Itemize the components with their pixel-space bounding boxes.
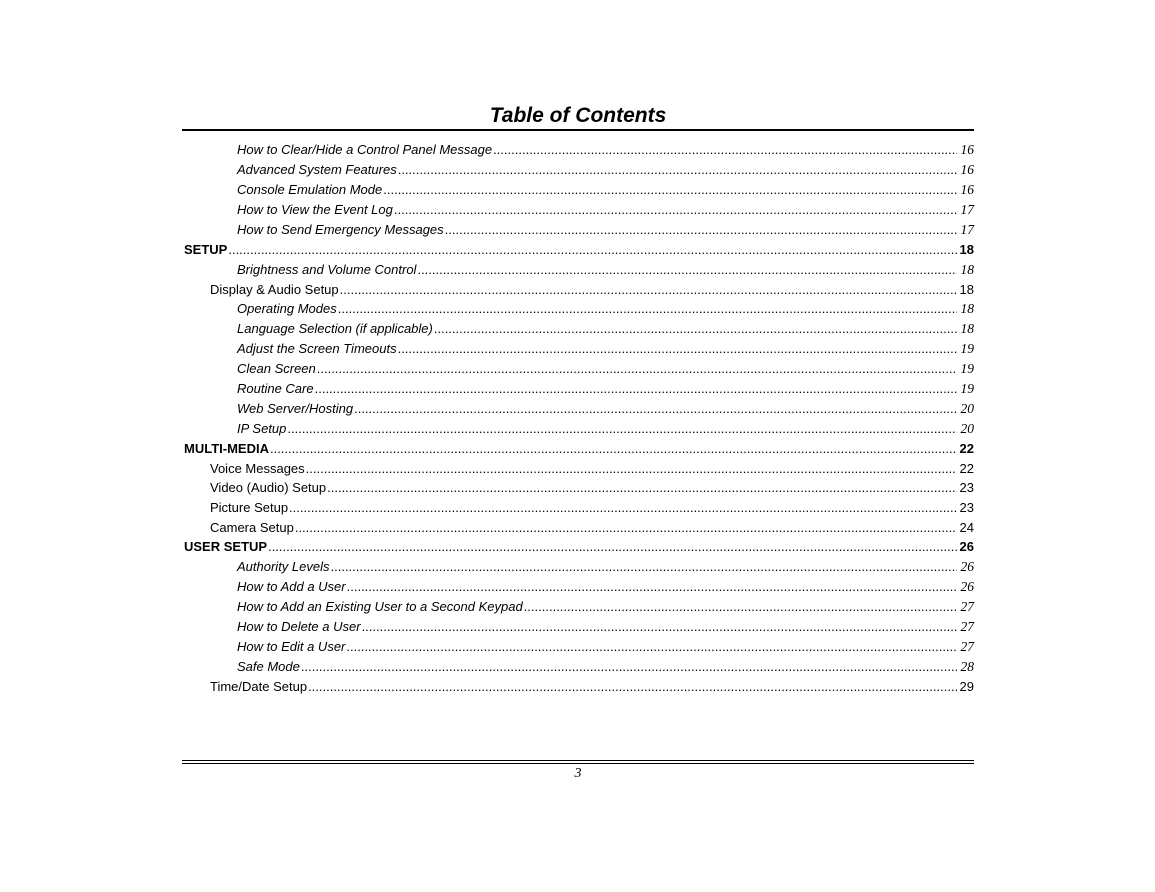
toc-entry-label: How to Edit a User	[237, 638, 346, 654]
toc-entry-page: 26	[960, 578, 974, 594]
toc-entry-page: 18	[959, 281, 974, 297]
toc-entry-page: 18	[960, 301, 974, 317]
toc-entry-page: 28	[960, 658, 974, 674]
toc-entry-page: 18	[960, 321, 974, 337]
dot-leader	[306, 459, 957, 479]
toc-entry-label: Web Server/Hosting	[237, 401, 354, 417]
dot-leader	[493, 140, 957, 160]
dot-leader	[338, 299, 957, 319]
toc-entry[interactable]	[182, 478, 974, 498]
dot-leader	[524, 597, 957, 617]
toc-entry-label: How to Delete a User	[237, 618, 361, 634]
dot-leader	[347, 577, 957, 597]
toc-entry-label: SETUP	[184, 242, 228, 257]
toc-entry[interactable]	[182, 537, 974, 557]
dot-leader	[270, 439, 957, 459]
toc-entry[interactable]	[182, 518, 974, 538]
toc-entry[interactable]	[182, 577, 974, 597]
toc-entry-label: How to View the Event Log	[237, 202, 393, 217]
toc-entry-label: Picture Setup	[210, 499, 289, 515]
dot-leader	[434, 319, 957, 339]
dot-leader	[331, 557, 958, 577]
dot-leader	[445, 220, 957, 240]
toc-entry-page: 27	[960, 598, 974, 614]
toc-entry-label: Routine Care	[237, 381, 314, 397]
toc-entry-page: 26	[960, 558, 974, 574]
toc-entry-label: Operating Modes	[237, 301, 337, 317]
dot-leader	[417, 260, 957, 280]
toc-entry-label: Advanced System Features	[237, 162, 397, 177]
dot-leader	[398, 339, 957, 359]
toc-entry[interactable]	[182, 439, 974, 459]
toc-list	[182, 140, 974, 696]
toc-entry-label: Console Emulation Mode	[237, 182, 383, 197]
dot-leader	[346, 637, 957, 657]
dot-leader	[354, 399, 957, 419]
toc-entry[interactable]	[182, 339, 974, 359]
toc-entry[interactable]	[182, 498, 974, 518]
toc-entry[interactable]	[182, 299, 974, 319]
toc-entry[interactable]	[182, 379, 974, 399]
toc-entry-page: 26	[959, 539, 974, 555]
toc-entry[interactable]	[182, 240, 974, 260]
toc-entry[interactable]	[182, 200, 974, 220]
dot-leader	[362, 617, 957, 637]
toc-entry-page: 22	[959, 460, 974, 476]
toc-entry[interactable]	[182, 359, 974, 379]
toc-entry[interactable]	[182, 399, 974, 419]
dot-leader	[317, 359, 957, 379]
toc-entry-label: How to Send Emergency Messages	[237, 222, 444, 237]
toc-entry-page: 24	[959, 519, 974, 535]
dot-leader	[228, 240, 957, 260]
toc-entry[interactable]	[182, 657, 974, 677]
toc-entry-label: Language Selection (if applicable)	[237, 321, 433, 337]
toc-entry[interactable]	[182, 140, 974, 160]
toc-entry-page: 19	[960, 381, 974, 397]
toc-entry-label: Authority Levels	[237, 558, 330, 574]
toc-entry-page: 27	[960, 618, 974, 634]
dot-leader	[327, 478, 957, 498]
toc-entry[interactable]	[182, 419, 974, 439]
dot-leader	[289, 498, 957, 518]
toc-entry-label: How to Clear/Hide a Control Panel Message	[237, 142, 493, 157]
toc-entry-label: USER SETUP	[184, 539, 268, 555]
dot-leader	[398, 160, 957, 180]
dot-leader	[295, 518, 957, 538]
toc-entry-page: 16	[960, 182, 974, 197]
toc-entry[interactable]	[182, 557, 974, 577]
dot-leader	[301, 657, 957, 677]
toc-entry[interactable]	[182, 260, 974, 280]
toc-entry-page: 19	[960, 361, 974, 377]
page-number: 3	[574, 766, 582, 781]
toc-entry-page: 18	[960, 261, 974, 277]
toc-entry-label: How to Add a User	[237, 578, 346, 594]
dot-leader	[340, 280, 957, 300]
toc-entry[interactable]	[182, 597, 974, 617]
toc-entry-label: Clean Screen	[237, 361, 316, 377]
toc-entry[interactable]	[182, 160, 974, 180]
toc-entry[interactable]	[182, 677, 974, 697]
toc-entry-label: Safe Mode	[237, 658, 300, 674]
title-rule	[182, 129, 974, 131]
toc-entry-page: 17	[960, 202, 974, 217]
toc-entry[interactable]	[182, 617, 974, 637]
toc-entry-page: 23	[959, 480, 974, 496]
toc-entry-page: 29	[959, 678, 974, 694]
toc-entry-page: 22	[959, 441, 974, 457]
toc-entry-page: 23	[959, 499, 974, 515]
toc-entry-page: 16	[960, 142, 974, 157]
toc-entry-label: How to Add an Existing User to a Second Keypad	[237, 598, 523, 614]
toc-entry-label: Adjust the Screen Timeouts	[237, 341, 397, 357]
toc-entry[interactable]	[182, 280, 974, 300]
toc-entry-page: 20	[960, 401, 974, 417]
toc-entry-page: 19	[960, 341, 974, 357]
dot-leader	[308, 677, 957, 697]
toc-entry[interactable]	[182, 637, 974, 657]
footer-rule	[182, 760, 974, 764]
toc-entry[interactable]	[182, 319, 974, 339]
toc-entry-page: 16	[960, 162, 974, 177]
dot-leader	[287, 419, 957, 439]
dot-leader	[383, 180, 957, 200]
toc-entry[interactable]	[182, 220, 974, 240]
toc-entry-label: Brightness and Volume Control	[237, 261, 417, 277]
toc-entry-page: 17	[960, 222, 974, 237]
dot-leader	[394, 200, 957, 220]
toc-entry-label: Camera Setup	[210, 519, 294, 535]
toc-entry-label: Time/Date Setup	[210, 678, 308, 694]
page-title: Table of Contents	[489, 104, 667, 127]
toc-entry-label: Video (Audio) Setup	[210, 480, 327, 496]
toc-entry-label: IP Setup	[237, 421, 287, 437]
toc-entry[interactable]	[182, 459, 974, 479]
dot-leader	[315, 379, 957, 399]
toc-entry-page: 18	[959, 242, 974, 257]
toc-entry-page: 27	[960, 638, 974, 654]
toc-entry[interactable]	[182, 180, 974, 200]
toc-entry-label: Voice Messages	[210, 460, 305, 476]
toc-entry-label: MULTI-MEDIA	[184, 441, 269, 457]
toc-entry-page: 20	[960, 421, 974, 437]
toc-entry-label: Display & Audio Setup	[210, 281, 339, 297]
dot-leader	[268, 537, 957, 557]
